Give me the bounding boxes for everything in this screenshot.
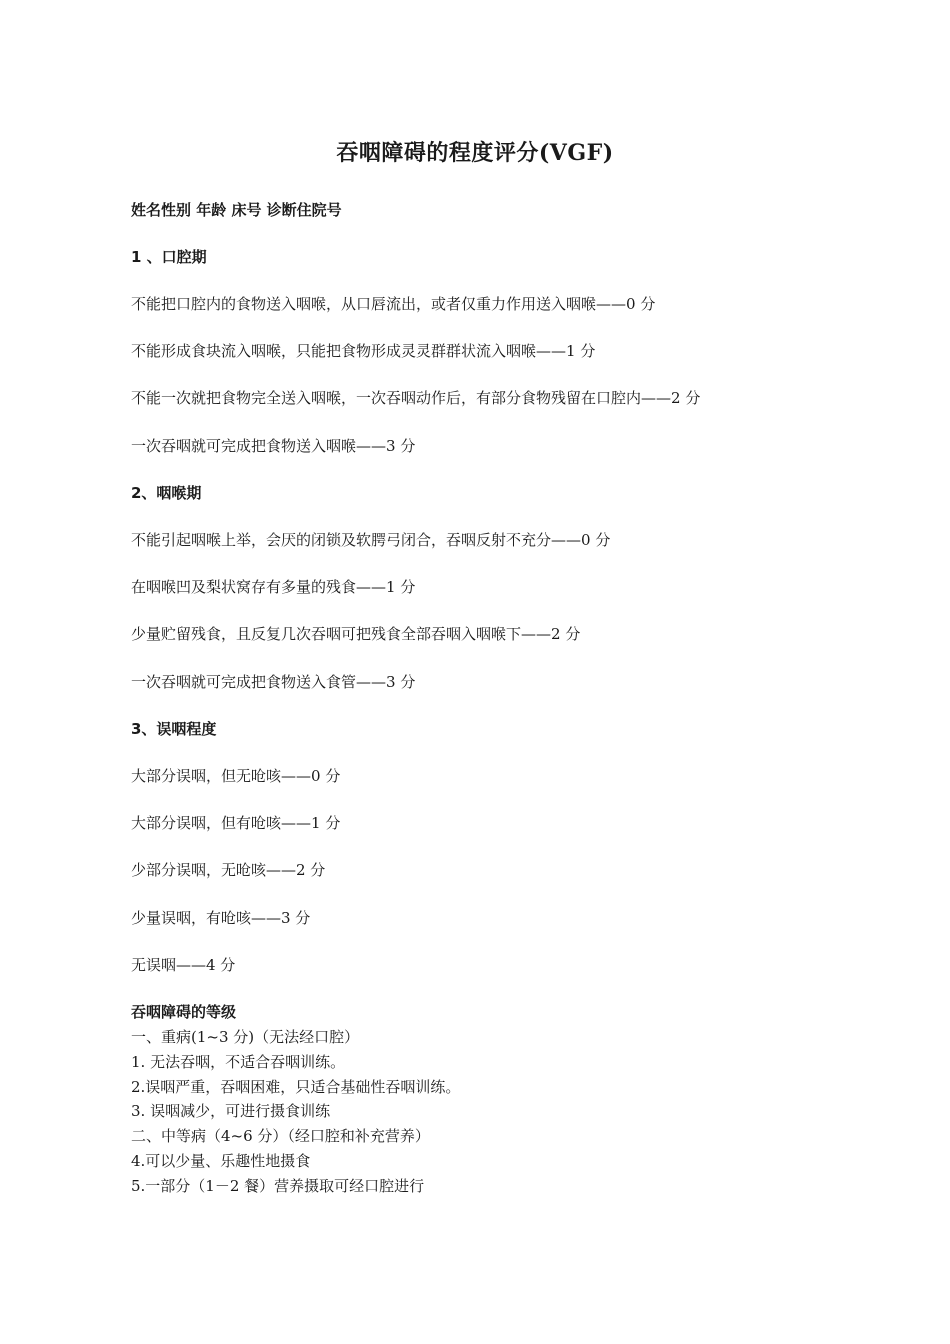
aspiration-item-4: 无误咽——4 分 — [131, 956, 236, 974]
grade-line-1: 1. 无法吞咽，不适合吞咽训练。 — [131, 1053, 346, 1071]
grade-line-3: 3. 误咽减少，可进行摄食训练 — [131, 1102, 331, 1120]
grade-line-2: 2.误咽严重，吞咽困难，只适合基础性吞咽训练。 — [131, 1078, 461, 1096]
grade-heading: 吞咽障碍的等级 — [131, 1003, 237, 1021]
pharynx-item-3: 一次吞咽就可完成把食物送入食管——3 分 — [131, 673, 416, 691]
document-title: 吞咽障碍的程度评分(VGF) — [336, 140, 614, 166]
pharynx-item-1: 在咽喉凹及梨状窝存有多量的残食——1 分 — [131, 578, 416, 596]
aspiration-item-3: 少量误咽，有呛咳——3 分 — [131, 909, 311, 927]
grade-line-0: 一、重病(1~3 分)（无法经口腔） — [131, 1028, 360, 1046]
grade-line-6: 5.一部分（1－2 餐）营养摄取可经口腔进行 — [131, 1177, 425, 1195]
pharynx-item-0: 不能引起咽喉上举，会厌的闭锁及软腭弓闭合，吞咽反射不充分——0 分 — [131, 531, 611, 549]
patient-info-line: 姓名性别 年龄 床号 诊断住院号 — [131, 201, 342, 219]
grade-line-4: 二、中等病（4~6 分）（经口腔和补充营养） — [131, 1127, 430, 1145]
oral-item-1: 不能形成食块流入咽喉，只能把食物形成灵灵群群状流入咽喉——1 分 — [131, 342, 596, 360]
pharynx-item-2: 少量贮留残食，且反复几次吞咽可把残食全部吞咽入咽喉下——2 分 — [131, 625, 581, 643]
aspiration-item-2: 少部分误咽，无呛咳——2 分 — [131, 861, 326, 879]
oral-item-3: 一次吞咽就可完成把食物送入咽喉——3 分 — [131, 437, 416, 455]
grade-line-5: 4.可以少量、乐趣性地摄食 — [131, 1152, 311, 1170]
aspiration-item-0: 大部分误咽，但无呛咳——0 分 — [131, 767, 341, 785]
oral-item-0: 不能把口腔内的食物送入咽喉，从口唇流出，或者仅重力作用送入咽喉——0 分 — [131, 295, 656, 313]
oral-item-2: 不能一次就把食物完全送入咽喉，一次吞咽动作后，有部分食物残留在口腔内——2 分 — [131, 389, 701, 407]
section-heading-oral: 1 、口腔期 — [131, 248, 207, 266]
section-heading-pharynx: 2、咽喉期 — [131, 484, 202, 502]
section-heading-aspiration: 3、误咽程度 — [131, 720, 217, 738]
aspiration-item-1: 大部分误咽，但有呛咳——1 分 — [131, 814, 341, 832]
